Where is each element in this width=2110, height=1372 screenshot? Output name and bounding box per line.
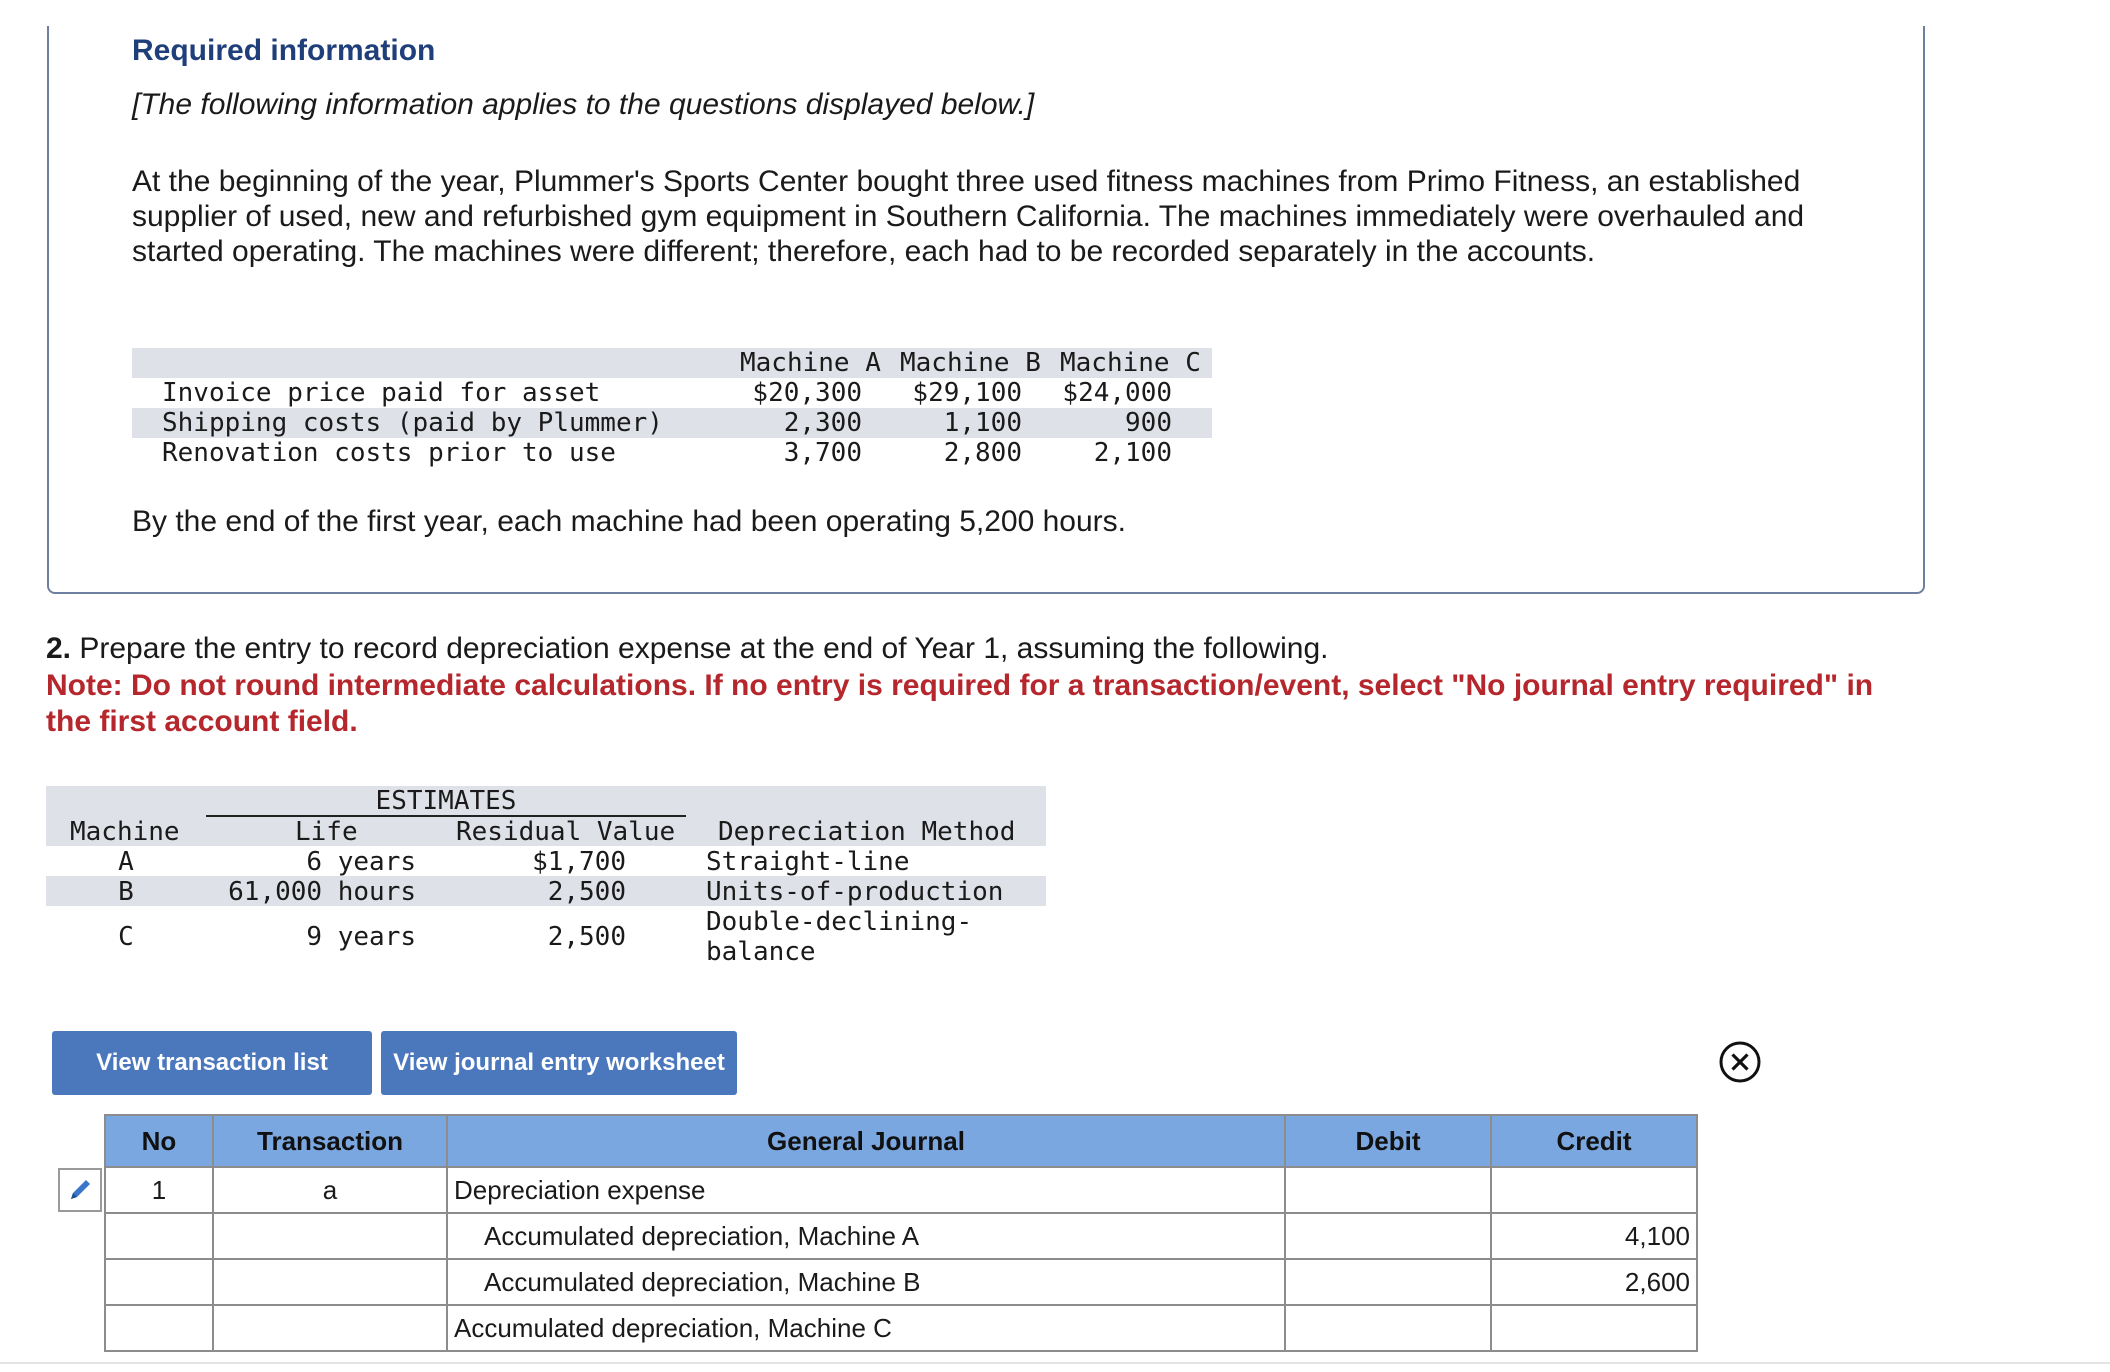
estimates-machine: C bbox=[118, 922, 134, 952]
hours-note: By the end of the first year, each machine had been operating 5,200 hours. bbox=[132, 505, 1126, 538]
estimates-header-machine: Machine bbox=[70, 817, 180, 847]
credit-cell[interactable]: 4,100 bbox=[1491, 1213, 1697, 1259]
account-cell[interactable]: Accumulated depreciation, Machine A bbox=[447, 1213, 1285, 1259]
journal-row bbox=[105, 1167, 1697, 1213]
question-note: Note: Do not round intermediate calculations. If no entry is required for a transaction/event, select "No journal entry required" in the first account field. bbox=[46, 669, 1874, 738]
debit-cell[interactable] bbox=[1285, 1305, 1491, 1351]
cost-header-shade bbox=[132, 348, 1212, 378]
estimates-machine: B bbox=[118, 877, 134, 907]
estimates-group-header: ESTIMATES bbox=[375, 786, 517, 816]
cost-header-machine-a: Machine A bbox=[740, 348, 881, 378]
debit-cell[interactable] bbox=[1285, 1213, 1491, 1259]
estimates-life: 9 years bbox=[306, 922, 416, 952]
entry-no bbox=[105, 1305, 213, 1351]
entry-no bbox=[105, 1213, 213, 1259]
general-journal-table bbox=[104, 1114, 1698, 1352]
cost-header-machine-b: Machine B bbox=[900, 348, 1041, 378]
estimates-residual: 2,500 bbox=[547, 877, 626, 907]
col-debit: Debit bbox=[1285, 1115, 1491, 1167]
account-cell[interactable]: Accumulated depreciation, Machine B bbox=[447, 1259, 1285, 1305]
journal-row bbox=[105, 1213, 1697, 1259]
entry-transaction bbox=[213, 1213, 447, 1259]
estimates-method: Double-declining- bbox=[706, 907, 973, 937]
journal-row bbox=[105, 1305, 1697, 1351]
estimates-life: 6 years bbox=[306, 847, 416, 877]
credit-cell[interactable] bbox=[1491, 1167, 1697, 1213]
estimates-method-cont: balance bbox=[706, 937, 816, 967]
account-cell[interactable]: Depreciation expense bbox=[447, 1167, 1285, 1213]
cost-row-label: Invoice price paid for asset bbox=[162, 378, 601, 408]
estimates-residual: 2,500 bbox=[547, 922, 626, 952]
view-journal-entry-worksheet-button[interactable]: View journal entry worksheet bbox=[381, 1031, 737, 1095]
cost-row-label: Renovation costs prior to use bbox=[162, 438, 616, 468]
edit-entry-button[interactable] bbox=[58, 1168, 102, 1212]
entry-transaction: a bbox=[213, 1167, 447, 1213]
question-text bbox=[46, 632, 1329, 666]
cost-cell: 1,100 bbox=[943, 408, 1022, 438]
cost-row-label: Shipping costs (paid by Plummer) bbox=[162, 408, 663, 438]
col-credit: Credit bbox=[1491, 1115, 1697, 1167]
info-paragraph: At the beginning of the year, Plummer's Sports Center bought three used fitness machines from Primo Fitness, an established supplier of used, new and refurbished gym equipment in Southern California. The machines immediately were overhauled and started operating. The machines were different; therefore, each had to be recorded separately in the accounts. bbox=[132, 165, 1805, 268]
cost-cell: 2,300 bbox=[783, 408, 862, 438]
debit-cell[interactable] bbox=[1285, 1259, 1491, 1305]
estimates-method: Straight-line bbox=[706, 847, 910, 877]
estimates-header-method: Depreciation Method bbox=[718, 817, 1016, 847]
question-number: 2. bbox=[46, 632, 72, 665]
col-general-journal: General Journal bbox=[447, 1115, 1285, 1167]
entry-transaction bbox=[213, 1259, 447, 1305]
entry-no bbox=[105, 1259, 213, 1305]
estimates-header-life: Life bbox=[295, 817, 358, 847]
info-subtitle: [The following information applies to the questions displayed below.] bbox=[132, 88, 1035, 121]
cost-cell: $20,300 bbox=[752, 378, 862, 408]
estimates-header-residual: Residual Value bbox=[456, 817, 676, 847]
estimates-residual: $1,700 bbox=[532, 847, 626, 877]
col-no: No bbox=[105, 1115, 213, 1167]
close-circle-icon[interactable] bbox=[1718, 1040, 1762, 1084]
cost-cell: $24,000 bbox=[1062, 378, 1172, 408]
cost-cell: 900 bbox=[1125, 408, 1172, 438]
cost-cell: 3,700 bbox=[783, 438, 862, 468]
debit-cell[interactable] bbox=[1285, 1167, 1491, 1213]
pencil-icon bbox=[65, 1175, 95, 1205]
question-body: Prepare the entry to record depreciation expense at the end of Year 1, assuming the following. bbox=[79, 632, 1329, 665]
credit-cell[interactable] bbox=[1491, 1305, 1697, 1351]
col-transaction: Transaction bbox=[213, 1115, 447, 1167]
cost-header-machine-c: Machine C bbox=[1060, 348, 1201, 378]
cost-cell: 2,800 bbox=[943, 438, 1022, 468]
journal-header-row bbox=[105, 1115, 1697, 1167]
estimates-life: 61,000 hours bbox=[228, 877, 416, 907]
view-transaction-list-button[interactable]: View transaction list bbox=[52, 1031, 372, 1095]
entry-transaction bbox=[213, 1305, 447, 1351]
account-cell[interactable]: Accumulated depreciation, Machine C bbox=[447, 1305, 1285, 1351]
entry-no: 1 bbox=[105, 1167, 213, 1213]
cost-cell: 2,100 bbox=[1093, 438, 1172, 468]
credit-cell[interactable]: 2,600 bbox=[1491, 1259, 1697, 1305]
required-info-title: Required information bbox=[132, 34, 436, 67]
estimates-method: Units-of-production bbox=[706, 877, 1004, 907]
page-bottom-divider bbox=[0, 1362, 2110, 1364]
journal-row bbox=[105, 1259, 1697, 1305]
estimates-machine: A bbox=[118, 847, 134, 877]
cost-cell: $29,100 bbox=[912, 378, 1022, 408]
